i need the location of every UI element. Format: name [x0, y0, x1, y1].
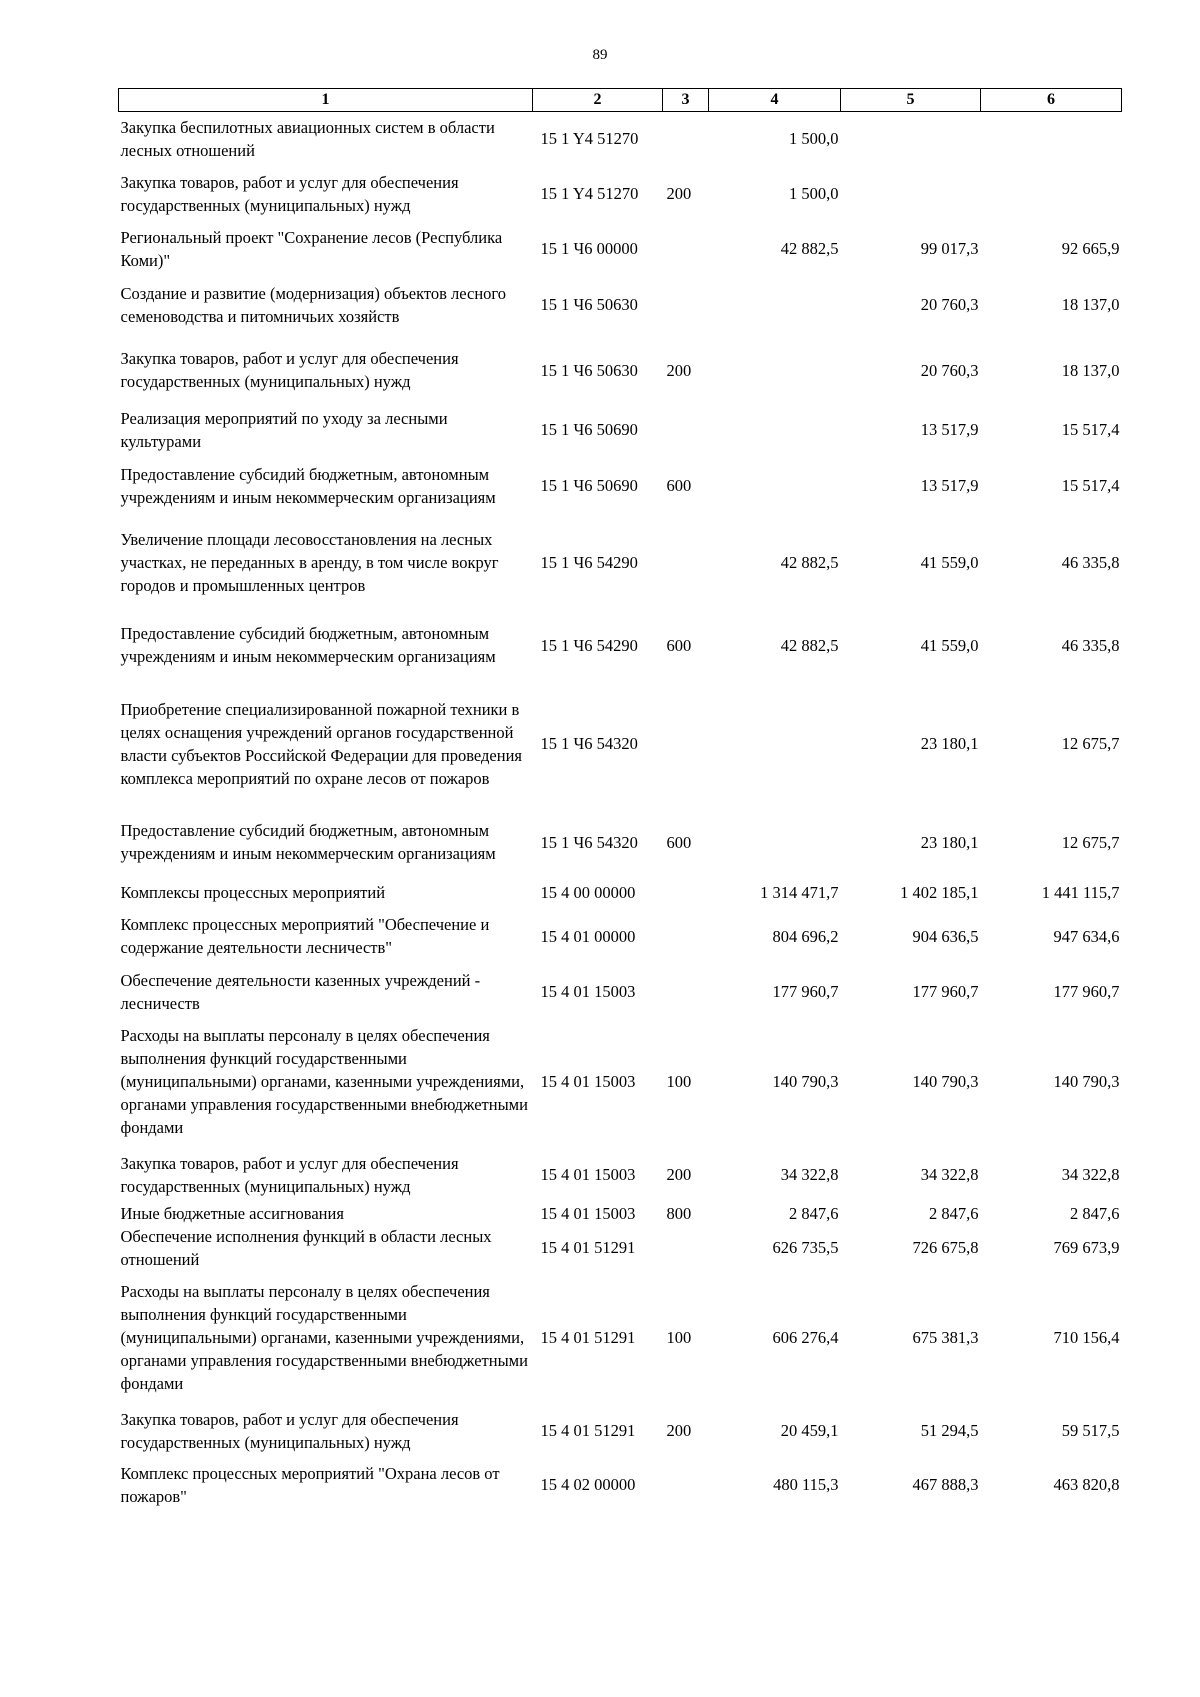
row-name: Создание и развитие (модернизация) объектов лесного семеноводства и питомничьих хозяйств	[120, 283, 507, 326]
row-expense-type	[663, 969, 709, 1015]
row-value-col6: 15 517,4	[1061, 476, 1120, 495]
table-row	[119, 1015, 1122, 1148]
header-col-2: 2	[533, 89, 663, 112]
row-code: 15 4 01 51291	[540, 1327, 636, 1347]
row-value-col6: 140 790,3	[1053, 1071, 1120, 1091]
row-value-col4: 34 322,8	[780, 1165, 839, 1184]
row-code: 15 1 Ч6 00000	[540, 239, 638, 258]
row-value-col6: 769 673,9	[1053, 1238, 1120, 1257]
row-expense-type	[663, 222, 709, 276]
row-code: 15 4 01 15003	[540, 982, 636, 1001]
row-value-col4: 1 314 471,7	[760, 882, 839, 902]
row-value-col6: 1 441 115,7	[1041, 882, 1120, 902]
row-name: Закупка товаров, работ и услуг для обеспечения государственных (муниципальных) нужд	[120, 1153, 459, 1196]
row-value-col5: 23 180,1	[920, 734, 979, 753]
table-row	[119, 453, 1122, 519]
row-value-col4: 606 276,4	[772, 1327, 839, 1347]
row-expense-type: 200	[666, 360, 692, 380]
row-value-col4: 626 735,5	[772, 1238, 839, 1257]
row-code: 15 1 Y4 51270	[540, 184, 639, 203]
table-row	[119, 166, 1122, 222]
row-value-col4: 42 882,5	[780, 635, 839, 655]
row-expense-type	[663, 881, 709, 904]
row-name: Предоставление субсидий бюджетным, автономным учреждениям и иным некоммерческим организациям	[120, 624, 496, 666]
row-value-col6	[981, 112, 1122, 166]
row-name: Комплексы процессных мероприятий	[120, 882, 386, 902]
table-row	[119, 276, 1122, 334]
table-row	[119, 112, 1122, 166]
row-value-col5: 726 675,8	[912, 1238, 979, 1257]
row-value-col5: 13 517,9	[920, 420, 979, 439]
row-value-col5: 23 180,1	[920, 832, 979, 852]
row-name: Обеспечение деятельности казенных учреждений - лесничеств	[120, 970, 481, 1013]
row-value-col6: 947 634,6	[1053, 926, 1120, 946]
row-expense-type: 600	[666, 832, 692, 852]
row-value-col4: 20 459,1	[780, 1421, 839, 1440]
row-value-col5: 140 790,3	[912, 1071, 979, 1091]
row-value-col5	[841, 112, 981, 166]
row-value-col5	[841, 166, 981, 222]
row-name: Увеличение площади лесовосстановления на лесных участках, не переданных в аренду, в том числе вокруг городов и промышленных центров	[120, 530, 499, 595]
row-code: 15 1 Ч6 54290	[540, 553, 638, 572]
row-value-col4: 2 847,6	[789, 1203, 839, 1223]
row-value-col6: 34 322,8	[1061, 1165, 1120, 1184]
row-code: 15 1 Ч6 50630	[540, 360, 638, 380]
row-name: Расходы на выплаты персоналу в целях обеспечения выполнения функций государственными (муниципальными) органами, казенными учреждениями, органами управления государственными внебюджетными фондами	[120, 1281, 528, 1393]
row-expense-type	[663, 1458, 709, 1512]
row-value-col4: 1 500,0	[789, 129, 839, 149]
row-name: Обеспечение исполнения функций в области лесных отношений	[120, 1226, 492, 1269]
row-code: 15 1 Ч6 54320	[540, 734, 638, 753]
table-header	[119, 89, 1122, 112]
row-expense-type: 600	[666, 635, 692, 655]
row-value-col5: 20 760,3	[920, 360, 979, 380]
row-value-col4: 1 500,0	[789, 184, 839, 203]
row-code: 15 1 Y4 51270	[540, 129, 639, 149]
row-value-col6: 46 335,8	[1061, 635, 1120, 655]
table-row	[119, 1458, 1122, 1512]
row-name: Региональный проект "Сохранение лесов (Республика Коми)"	[120, 227, 503, 270]
table-row	[119, 969, 1122, 1015]
row-value-col4: 177 960,7	[772, 982, 839, 1001]
row-expense-type	[663, 684, 709, 804]
row-name: Закупка товаров, работ и услуг для обеспечения государственных (муниципальных) нужд	[120, 1409, 459, 1452]
table-row	[119, 904, 1122, 969]
row-code: 15 1 Ч6 54320	[540, 832, 638, 852]
row-code: 15 4 01 51291	[540, 1238, 636, 1257]
row-value-col5: 41 559,0	[920, 635, 979, 655]
row-expense-type: 600	[666, 476, 692, 495]
row-expense-type: 200	[666, 184, 692, 203]
row-expense-type: 200	[666, 1165, 692, 1184]
row-value-col4	[709, 276, 841, 334]
table-row	[119, 1225, 1122, 1271]
row-value-col5: 675 381,3	[912, 1327, 979, 1347]
header-col-1: 1	[119, 89, 533, 112]
header-col-4: 4	[709, 89, 841, 112]
table-row	[119, 804, 1122, 881]
row-expense-type	[663, 112, 709, 166]
row-code: 15 4 01 15003	[540, 1203, 636, 1223]
row-value-col5: 904 636,5	[912, 926, 979, 946]
table-row	[119, 1404, 1122, 1458]
row-value-col4	[709, 407, 841, 453]
page-number: 89	[592, 47, 608, 63]
row-expense-type	[663, 904, 709, 969]
row-name: Предоставление субсидий бюджетным, автономным учреждениям и иным некоммерческим организациям	[120, 821, 496, 863]
table-row	[119, 1148, 1122, 1202]
row-value-col5: 13 517,9	[920, 476, 979, 495]
row-expense-type: 800	[666, 1203, 692, 1223]
table-row	[119, 519, 1122, 607]
row-code: 15 1 Ч6 50690	[540, 420, 638, 439]
table-row	[119, 881, 1122, 904]
table-row	[119, 607, 1122, 684]
row-value-col4: 480 115,3	[773, 1475, 839, 1494]
row-value-col5: 1 402 185,1	[900, 882, 979, 902]
row-expense-type	[663, 519, 709, 607]
row-value-col4: 42 882,5	[780, 239, 839, 258]
table-row	[119, 1202, 1122, 1225]
row-expense-type: 100	[666, 1071, 692, 1091]
row-name: Закупка товаров, работ и услуг для обеспечения государственных (муниципальных) нужд	[120, 172, 459, 215]
row-value-col6: 2 847,6	[1070, 1203, 1120, 1223]
row-value-col4: 42 882,5	[780, 553, 839, 572]
row-value-col4	[709, 453, 841, 519]
row-name: Реализация мероприятий по уходу за лесными культурами	[120, 408, 448, 451]
row-value-col6: 18 137,0	[1061, 295, 1120, 314]
row-value-col6: 46 335,8	[1061, 553, 1120, 572]
row-name: Закупка беспилотных авиационных систем в области лесных отношений	[120, 117, 495, 160]
row-value-col5: 177 960,7	[912, 982, 979, 1001]
row-value-col6: 15 517,4	[1061, 420, 1120, 439]
row-value-col5: 99 017,3	[920, 239, 979, 258]
row-value-col6: 92 665,9	[1061, 239, 1120, 258]
row-name: Комплекс процессных мероприятий "Охрана лесов от пожаров"	[120, 1463, 500, 1506]
row-value-col5: 2 847,6	[929, 1203, 979, 1223]
row-name: Закупка товаров, работ и услуг для обеспечения государственных (муниципальных) нужд	[120, 349, 459, 391]
header-col-6: 6	[981, 89, 1122, 112]
row-code: 15 1 Ч6 50690	[540, 476, 638, 495]
row-value-col5: 34 322,8	[920, 1165, 979, 1184]
table-row	[119, 684, 1122, 804]
row-code: 15 4 01 00000	[540, 926, 636, 946]
table-row	[119, 407, 1122, 453]
row-name: Комплекс процессных мероприятий "Обеспечение и содержание деятельности лесничеств"	[120, 915, 490, 957]
row-expense-type	[663, 407, 709, 453]
row-expense-type: 100	[666, 1327, 692, 1347]
row-value-col6: 710 156,4	[1053, 1327, 1120, 1347]
header-col-5: 5	[841, 89, 981, 112]
row-code: 15 4 02 00000	[540, 1475, 636, 1494]
row-value-col6: 177 960,7	[1053, 982, 1120, 1001]
table-row	[119, 222, 1122, 276]
row-code: 15 4 01 15003	[540, 1165, 636, 1184]
row-expense-type	[663, 1225, 709, 1271]
row-value-col6	[981, 166, 1122, 222]
row-value-col6: 12 675,7	[1061, 832, 1120, 852]
row-expense-type	[663, 276, 709, 334]
row-name: Приобретение специализированной пожарной техники в целях оснащения учреждений органов государственной власти субъектов Российской Федерации для проведения комплекса мероприятий по охране лесов от пожаров	[120, 699, 522, 788]
row-code: 15 4 00 00000	[540, 882, 636, 902]
row-value-col5: 51 294,5	[920, 1421, 979, 1440]
table-row	[119, 334, 1122, 407]
budget-table	[118, 88, 1122, 1512]
row-code: 15 1 Ч6 54290	[540, 635, 638, 655]
row-value-col5: 20 760,3	[920, 295, 979, 314]
header-row	[119, 89, 1122, 112]
row-value-col4: 804 696,2	[772, 926, 839, 946]
row-code: 15 4 01 51291	[540, 1421, 636, 1440]
row-value-col4	[709, 804, 841, 881]
row-value-col6: 59 517,5	[1061, 1421, 1120, 1440]
row-value-col6: 18 137,0	[1061, 360, 1120, 380]
row-value-col4	[709, 334, 841, 407]
row-name: Предоставление субсидий бюджетным, автономным учреждениям и иным некоммерческим организациям	[120, 464, 496, 507]
row-expense-type: 200	[666, 1421, 692, 1440]
row-name: Иные бюджетные ассигнования	[120, 1203, 344, 1223]
row-value-col5: 467 888,3	[912, 1475, 979, 1494]
row-name: Расходы на выплаты персоналу в целях обеспечения выполнения функций государственными (муниципальными) органами, казенными учреждениями, органами управления государственными внебюджетными фондами	[120, 1025, 528, 1137]
row-code: 15 1 Ч6 50630	[540, 295, 638, 314]
table-row	[119, 1271, 1122, 1404]
row-code: 15 4 01 15003	[540, 1071, 636, 1091]
row-value-col5: 41 559,0	[920, 553, 979, 572]
header-col-3: 3	[663, 89, 709, 112]
row-value-col6: 463 820,8	[1053, 1475, 1120, 1494]
row-value-col4: 140 790,3	[772, 1071, 839, 1091]
row-value-col6: 12 675,7	[1061, 734, 1120, 753]
table-body	[119, 112, 1122, 1512]
row-value-col4	[709, 684, 841, 804]
